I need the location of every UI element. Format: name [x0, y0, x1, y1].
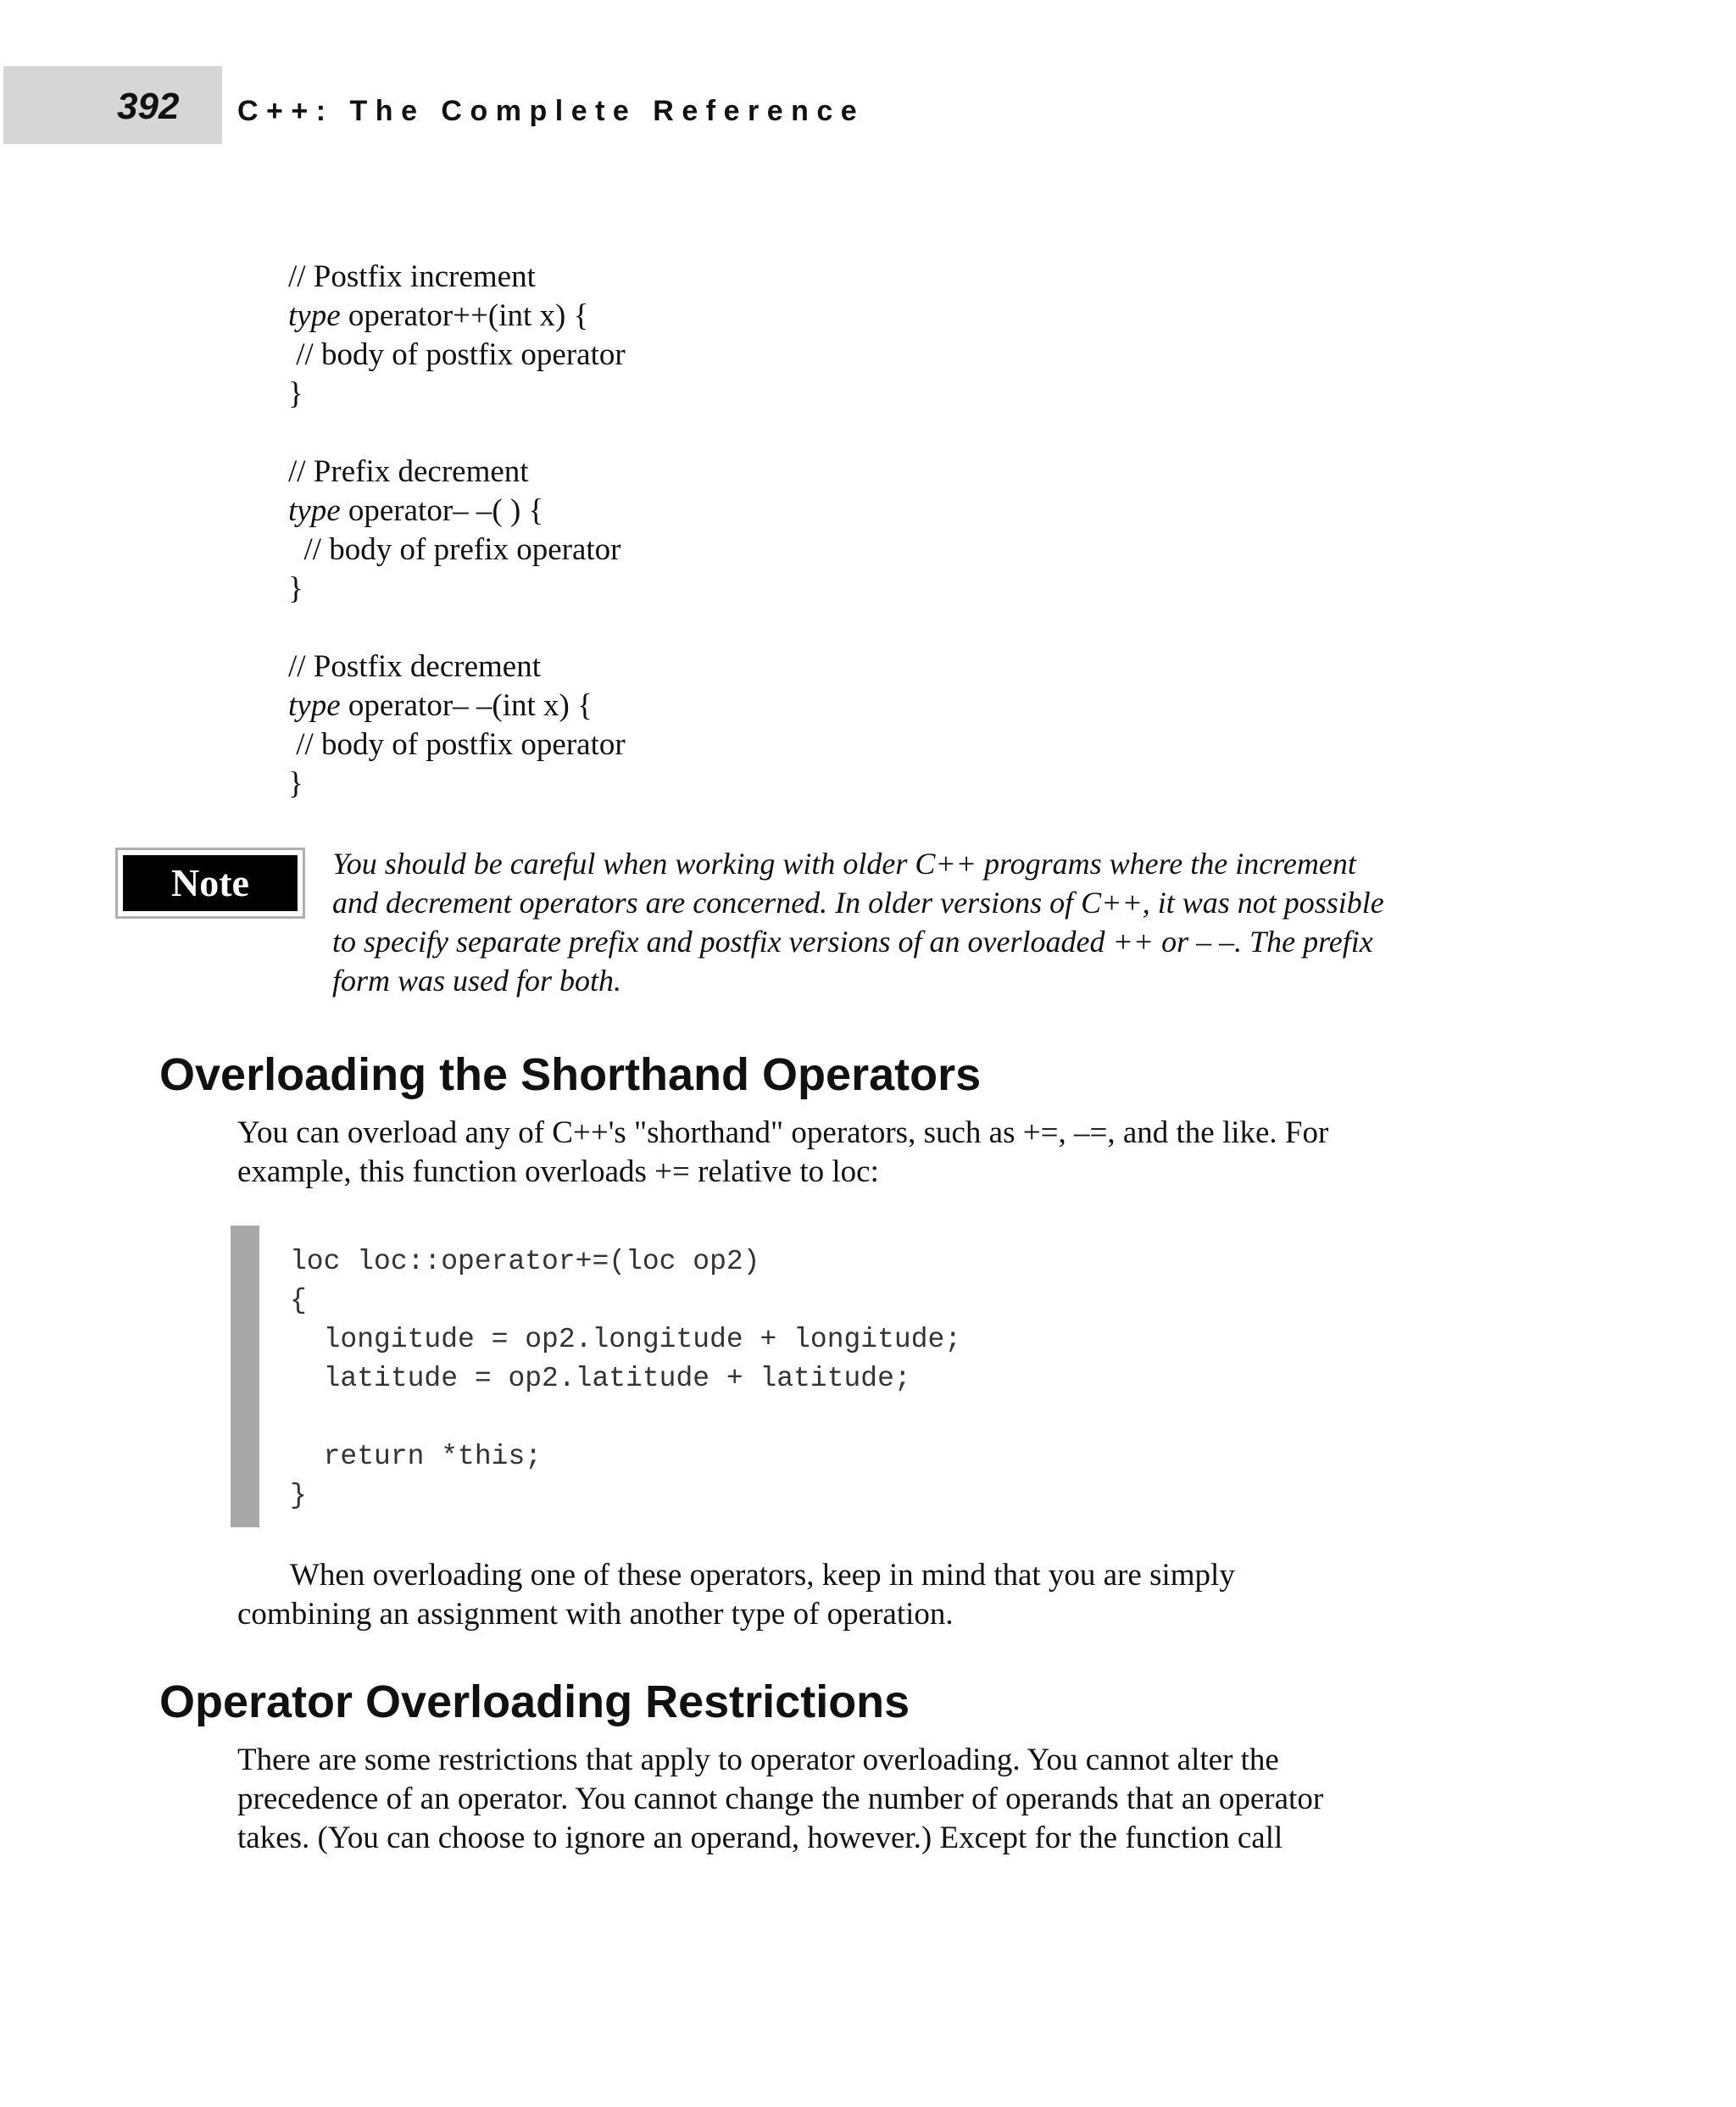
shorthand-after-paragraph	[237, 1556, 1509, 1634]
paragraph-line: takes. (You can choose to ignore an operand, however.) Except for the function call	[237, 1821, 1283, 1855]
listing-line: // Postfix decrement	[288, 649, 541, 684]
code-line: return *this;	[290, 1441, 542, 1472]
code-line: {	[290, 1285, 307, 1316]
note-line: to specify separate prefix and postfix versions of an overloaded ++ or – –. The prefix	[332, 925, 1373, 959]
listing-line: type operator– –(int x) {	[288, 688, 593, 723]
note-line: You should be careful when working with older C++ programs where the increment	[332, 847, 1356, 881]
code-line: }	[290, 1480, 307, 1511]
listing-line: // body of postfix operator	[288, 337, 626, 372]
listing-line	[288, 414, 626, 453]
listing-line: }	[288, 766, 303, 801]
shorthand-intro-paragraph	[237, 1114, 1509, 1192]
note-badge	[115, 848, 305, 919]
restrictions-paragraph	[237, 1741, 1509, 1858]
listing-line: // Prefix decrement	[288, 454, 529, 489]
listing-line: }	[288, 376, 303, 411]
code-margin-bar	[231, 1226, 259, 1527]
listing-line: }	[288, 571, 303, 606]
listing-line: // body of postfix operator	[288, 727, 626, 762]
code-text	[290, 1243, 961, 1515]
note-text	[332, 844, 1434, 1000]
page-number: 392	[117, 86, 180, 127]
header-tab	[3, 66, 222, 144]
section-heading-restrictions: Operator Overloading Restrictions	[159, 1676, 910, 1727]
code-line: latitude = op2.latitude + latitude;	[290, 1363, 911, 1394]
listing-line: // Postfix increment	[288, 259, 536, 294]
note-line: and decrement operators are concerned. In older versions of C++, it was not possible	[332, 886, 1384, 920]
code-line	[290, 1398, 961, 1437]
paragraph-line: You can overload any of C++'s "shorthand" operators, such as +=, –=, and the like. For	[237, 1115, 1329, 1150]
running-head: C++: The Complete Reference	[237, 95, 865, 127]
paragraph-line: combining an assignment with another type of operation.	[237, 1597, 954, 1632]
section-heading-shorthand: Overloading the Shorthand Operators	[159, 1049, 982, 1100]
note-line: form was used for both.	[332, 964, 622, 998]
operator-syntax-listing	[288, 258, 626, 803]
note-label: Note	[123, 855, 298, 911]
paragraph-line: example, this function overloads += relative to loc:	[237, 1154, 879, 1189]
paragraph-line: precedence of an operator. You cannot change the number of operands that an operator	[237, 1782, 1324, 1816]
listing-line	[288, 609, 626, 648]
paragraph-line: When overloading one of these operators, keep in mind that you are simply	[290, 1558, 1235, 1593]
listing-line: // body of prefix operator	[288, 532, 621, 567]
code-listing-operator-plus-assign	[231, 1226, 1163, 1527]
code-line: loc loc::operator+=(loc op2)	[290, 1246, 760, 1277]
listing-line: type operator++(int x) {	[288, 298, 589, 333]
listing-line: type operator– –( ) {	[288, 493, 544, 528]
paragraph-line: There are some restrictions that apply to operator overloading. You cannot alter the	[237, 1743, 1279, 1777]
code-line: longitude = op2.longitude + longitude;	[290, 1324, 962, 1355]
